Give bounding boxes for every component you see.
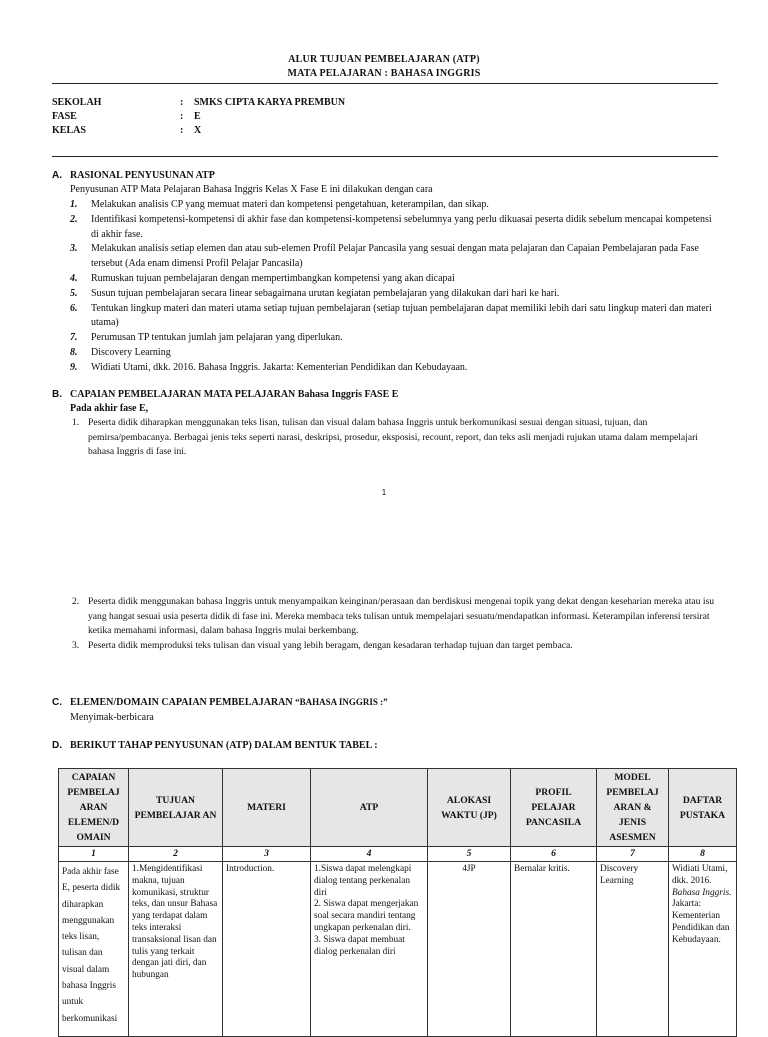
- table-cell-atp: [311, 862, 428, 1037]
- atp-table: [58, 768, 737, 1037]
- section-c-title-main: ELEMEN/DOMAIN CAPAIAN PEMBELAJARAN: [70, 697, 296, 708]
- section-a-letter: A.: [52, 170, 62, 181]
- section-d-letter: D.: [52, 740, 62, 751]
- identity-value: X: [194, 125, 202, 136]
- atp-line: 3. Siswa dapat membuat dialog perkenalan diri: [314, 934, 405, 957]
- atp-line: 1.Siswa dapat melengkapi dialog tentang perkenalan diri: [314, 864, 412, 898]
- document-title: ALUR TUJUAN PEMBELAJARAN (ATP): [288, 54, 480, 65]
- list-text: Peserta didik memproduksi teks tulisan dan visual yang lebih beragam, dengan kesadaran terhadap tujuan dan target pembaca.: [88, 639, 573, 651]
- list-item: [70, 595, 720, 639]
- pustaka-publisher: Jakarta: Kementerian Pendidikan dan Kebudayaan.: [672, 899, 730, 945]
- list-number: 1.: [70, 199, 78, 210]
- list-number: 2.: [70, 213, 78, 225]
- section-b-title: CAPAIAN PEMBELAJARAN MATA PELAJARAN Bahasa Inggris FASE E: [70, 389, 399, 400]
- list-item: [70, 331, 720, 346]
- header-divider: [52, 83, 718, 84]
- list-item: [70, 213, 720, 243]
- list-text: Peserta didik diharapkan menggunakan teks lisan, tulisan dan visual dalam bahasa Inggris untuk berkomunikasi sesuai dengan situasi, tujuan, dan pemirsa/pembacanya. Berbagai jenis teks seperti narasi, deskripsi, prosedur, eksposisi, recount, report, dan teks asli menjadi rujukan utama dalam mempelajari bahasa Inggris di fase ini.: [88, 417, 698, 457]
- table-cell-tujuan: 1.Mengidentifikasi makna, tujuan komunikasi, struktur teks, dan unsur Bahasa yang terdapat dalam teks interaksi transaksional lisan dan tulis yang terkait dengan jati diri, dan hubungan: [129, 862, 223, 1037]
- list-item: [70, 287, 720, 302]
- list-text: Melakukan analisis CP yang memuat materi dan kompetensi pengetahuan, keterampilan, dan sikap.: [91, 199, 489, 210]
- identity-separator: :: [180, 111, 184, 122]
- list-item: [70, 639, 720, 654]
- identity-value: SMKS CIPTA KARYA PREMBUN: [194, 97, 346, 108]
- list-text: Widiati Utami, dkk. 2016. Bahasa Inggris. Jakarta: Kementerian Pendidikan dan Kebudayaan.: [91, 361, 468, 373]
- table-index-cell: 2: [129, 847, 223, 862]
- list-text: Rumuskan tujuan pembelajaran dengan mempertimbangkan kompetensi yang akan dicapai: [91, 272, 455, 284]
- list-number: 3.: [70, 243, 78, 255]
- pustaka-book-title: Bahasa Inggris.: [672, 887, 732, 898]
- document-subtitle: MATA PELAJARAN : BAHASA INGGRIS: [287, 68, 481, 79]
- section-c-title-quote: “BAHASA INGGRIS :”: [295, 697, 388, 707]
- list-text: Tentukan lingkup materi dan materi utama setiap tujuan pembelajaran (setiap tujuan pembelajaran dapat memiliki lebih dari satu lingkup materi dan materi utama): [91, 302, 712, 329]
- list-number: 2.: [72, 596, 80, 607]
- table-row: [59, 862, 737, 1037]
- table-cell-model: Discovery Learning: [597, 862, 669, 1037]
- list-text: Identifikasi kompetensi-kompetensi di akhir fase dan kompetensi-kompetensi sebelumnya yang perlu dikuasai peserta didik sebelum mencapai kompetensi di akhir fase.: [91, 213, 712, 240]
- list-item: [70, 198, 720, 213]
- list-number: 6.: [70, 302, 78, 314]
- table-header-cell: DAFTAR PUSTAKA: [669, 769, 737, 847]
- identity-divider: [52, 156, 718, 157]
- section-a-title: RASIONAL PENYUSUNAN ATP: [70, 170, 215, 181]
- section-c-title: [70, 697, 388, 708]
- list-text: Peserta didik menggunakan bahasa Inggris untuk menyampaikan keinginan/perasaan dan berdiskusi mengenai topik yang dekat dengan keseharian mereka atau isu yang hangat sesuai usia peserta didik di fase ini. Mereka membaca teks tulisan untuk mempelajari sesuatu/mendapatkan informasi. Keterampilan inferensi tersirat ketika memahami informasi, dalam bahasa Inggris mulai berkembang.: [88, 596, 715, 636]
- table-header-row: [59, 769, 737, 847]
- table-index-row: [59, 847, 737, 862]
- table-header-cell: ATP: [311, 769, 428, 847]
- table-index-cell: 1: [59, 847, 129, 862]
- list-item: [70, 361, 720, 376]
- table-index-cell: 8: [669, 847, 737, 862]
- section-b-list-part1: [70, 416, 720, 460]
- table-index-cell: 3: [223, 847, 311, 862]
- list-item: [70, 346, 720, 361]
- identity-value: E: [194, 111, 201, 122]
- list-number: 1.: [72, 417, 80, 428]
- page-number: 1: [381, 488, 387, 497]
- list-number: 4.: [70, 272, 78, 284]
- table-index-cell: 6: [511, 847, 597, 862]
- list-number: 5.: [70, 287, 78, 299]
- table-header-cell: TUJUAN PEMBELAJAR AN: [129, 769, 223, 847]
- list-text: Discovery Learning: [91, 346, 171, 358]
- identity-separator: :: [180, 125, 184, 136]
- list-number: 9.: [70, 361, 78, 373]
- atp-line: 2. Siswa dapat mengerjakan soal secara mandiri tentang ungkapan perkenalan diri.: [314, 899, 419, 933]
- table-header-cell: PROFIL PELAJAR PANCASILA: [511, 769, 597, 847]
- section-a-list: [70, 198, 720, 376]
- table-index-cell: 5: [428, 847, 511, 862]
- table-index-cell: 4: [311, 847, 428, 862]
- table-cell-alokasi: 4JP: [428, 862, 511, 1037]
- section-c-text: Menyimak-berbicara: [70, 712, 154, 723]
- table-cell-capaian: Pada akhir fase E, peserta didik diharapkan menggunakan teks lisan, tulisan dan visual dalam bahasa Inggris untuk berkomunikasi: [59, 862, 129, 1037]
- identity-label: SEKOLAH: [52, 97, 102, 108]
- list-number: 3.: [72, 639, 80, 651]
- list-item: [70, 416, 720, 460]
- list-item: [70, 302, 720, 332]
- table-cell-pustaka: [669, 862, 737, 1037]
- list-text: Melakukan analisis setiap elemen dan atau sub-elemen Profil Pelajar Pancasila yang sesuai dengan mata pelajaran dan Capaian Pembelajaran pada Fase tersebut (Ada enam dimensi Profil Pelajar Pancasila): [91, 243, 699, 270]
- table-cell-profil: Bernalar kritis.: [511, 862, 597, 1037]
- list-text: Perumusan TP tentukan jumlah jam pelajaran yang diperlukan.: [91, 332, 343, 344]
- list-text: Susun tujuan pembelajaran secara linear sebagaimana urutan kegiatan pembelajaran yang dilakukan dari hari ke hari.: [91, 287, 560, 299]
- list-item: [70, 272, 720, 287]
- table-header-cell: CAPAIAN PEMBELAJ ARAN ELEMEN/D OMAIN: [59, 769, 129, 847]
- list-number: 8.: [70, 346, 78, 358]
- section-a-intro: Penyusunan ATP Mata Pelajaran Bahasa Inggris Kelas X Fase E ini dilakukan dengan cara: [70, 184, 433, 195]
- pustaka-author: Widiati Utami, dkk. 2016.: [672, 864, 728, 886]
- list-item: [70, 242, 720, 272]
- section-b-letter: B.: [52, 389, 62, 400]
- identity-label: KELAS: [52, 125, 86, 136]
- table-header-cell: ALOKASI WAKTU (JP): [428, 769, 511, 847]
- table-header-cell: MODEL PEMBELAJ ARAN & JENIS ASESMEN: [597, 769, 669, 847]
- table-index-cell: 7: [597, 847, 669, 862]
- identity-separator: :: [180, 97, 184, 108]
- section-b-subtitle: Pada akhir fase E,: [70, 403, 149, 414]
- section-c-letter: C.: [52, 697, 62, 708]
- table-header-cell: MATERI: [223, 769, 311, 847]
- section-d-title: BERIKUT TAHAP PENYUSUNAN (ATP) DALAM BENTUK TABEL :: [70, 740, 378, 751]
- table-cell-materi: Introduction.: [223, 862, 311, 1037]
- identity-label: FASE: [52, 111, 77, 122]
- list-number: 7.: [70, 332, 78, 344]
- section-b-list-part2: [70, 595, 720, 653]
